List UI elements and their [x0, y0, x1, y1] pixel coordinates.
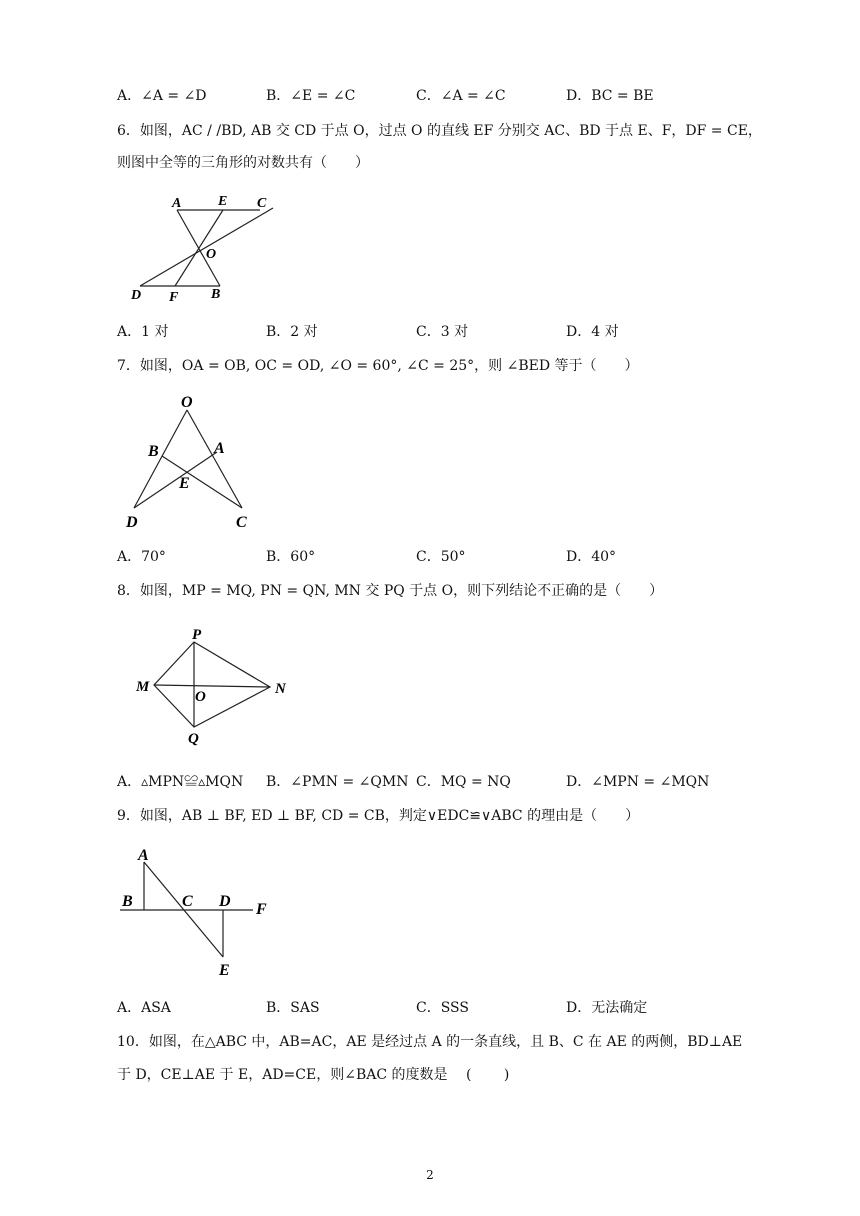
q9-option-a: A．ASA — [117, 1000, 171, 1016]
q10-stem-line1: 10．如图，在△ABC 中，AB=AC，AE 是经过点 A 的一条直线，且 B、C 在 AE 的两侧，BD⊥AE — [117, 1034, 743, 1050]
q9-label-e: E — [219, 962, 230, 979]
q6-figure — [125, 188, 285, 308]
q6-label-o: O — [206, 247, 217, 262]
q6-option-a: A．1 对 — [117, 324, 169, 340]
q9-label-c: C — [182, 893, 193, 910]
q5-option-b: B．∠E = ∠C — [266, 88, 356, 104]
q6-label-f: F — [169, 290, 179, 305]
q9-option-b: B．SAS — [266, 1000, 320, 1016]
q8-stem-line1: 8．如图，MP = MQ, PN = QN, MN 交 PQ 于点 O，则下列结论不正确的是（ ） — [117, 583, 664, 599]
q7-label-a: A — [214, 440, 225, 457]
q8-label-m: M — [136, 679, 150, 695]
q6-option-d: D．4 对 — [566, 324, 619, 340]
q8-label-n: N — [275, 681, 286, 697]
q10-stem-line2: 于 D，CE⊥AE 于 E，AD=CE，则∠BAC 的度数是 ( ) — [117, 1067, 510, 1083]
q7-figure — [120, 390, 260, 532]
q9-label-a: A — [138, 847, 149, 864]
q6-option-c: C．3 对 — [416, 324, 469, 340]
q7-option-c: C．50° — [416, 549, 466, 565]
q5-option-d: D．BC = BE — [566, 88, 654, 104]
q7-option-d: D．40° — [566, 549, 617, 565]
q7-label-b: B — [148, 443, 159, 460]
q8-label-o: O — [195, 689, 206, 705]
q9-label-f: F — [256, 901, 267, 918]
page-number: 2 — [426, 1168, 434, 1182]
q7-option-b: B．60° — [266, 549, 316, 565]
q9-option-c: C．SSS — [416, 1000, 469, 1016]
q9-label-b: B — [122, 893, 133, 910]
q6-stem-line1: 6．如图，AC / /BD, AB 交 CD 于点 O，过点 O 的直线 EF 分别交 AC、BD 于点 E、F，DF = CE， — [117, 123, 762, 139]
q9-label-d: D — [219, 893, 231, 910]
q8-label-p: P — [192, 627, 202, 643]
q8-option-a: A．▵MPN≌▵MQN — [117, 774, 244, 790]
q8-option-d: D．∠MPN = ∠MQN — [566, 774, 710, 790]
q6-option-b: B．2 对 — [266, 324, 318, 340]
q7-label-e: E — [179, 475, 190, 492]
q5-option-a: A．∠A = ∠D — [117, 88, 207, 104]
q7-option-a: A．70° — [117, 549, 166, 565]
q7-label-c: C — [236, 514, 247, 531]
q9-figure — [118, 842, 278, 982]
q7-label-d: D — [126, 514, 138, 531]
q8-figure — [130, 625, 300, 750]
q6-label-c: C — [257, 196, 267, 211]
q6-label-d: D — [131, 288, 142, 303]
q6-stem-line2: 则图中全等的三角形的对数共有（ ） — [117, 155, 369, 171]
q9-option-d: D．无法确定 — [566, 1000, 648, 1016]
q6-label-b: B — [211, 287, 221, 302]
q7-label-o: O — [181, 394, 193, 411]
q8-label-q: Q — [188, 731, 199, 747]
q6-label-e: E — [218, 194, 228, 209]
q7-stem-line1: 7．如图，OA = OB, OC = OD, ∠O = 60°, ∠C = 25°，则 ∠BED 等于（ ） — [117, 358, 639, 374]
q8-option-b: B．∠PMN = ∠QMN — [266, 774, 409, 790]
q9-stem-line1: 9．如图，AB ⊥ BF, ED ⊥ BF, CD = CB，判定∨EDC≌∨ABC 的理由是（ ） — [117, 808, 640, 824]
q5-option-c: C．∠A = ∠C — [416, 88, 506, 104]
q6-label-a: A — [172, 196, 182, 211]
q8-option-c: C．MQ = NQ — [416, 774, 511, 790]
